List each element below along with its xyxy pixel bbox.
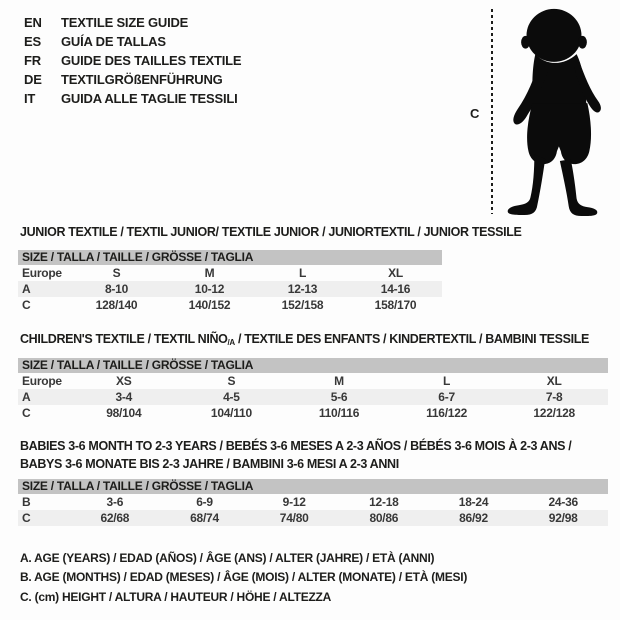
table-cell: S [112, 266, 121, 280]
table-cell: 6-9 [196, 495, 213, 509]
babies-title-line1: BABIES 3-6 MONTH TO 2-3 YEARS / BEBÉS 3-6 MESES A 2-3 AÑOS / BÉBÉS 3-6 MOIS À 2-3 ANS / [20, 439, 572, 453]
toddler-silhouette-icon [497, 5, 610, 217]
size-header-bar: SIZE / TALLA / TAILLE / GRÖSSE / TAGLIA [18, 479, 608, 494]
table-row [18, 297, 442, 313]
table-cell: 3-4 [115, 390, 133, 404]
language-code: ES [24, 34, 41, 49]
height-marker-label: C [470, 106, 480, 121]
table-cell: XS [116, 374, 132, 388]
table-cell: 80/86 [369, 511, 399, 525]
language-row [24, 51, 241, 70]
babies-title-line2: BABYS 3-6 MONATE BIS 2-3 JAHRE / BAMBINI 3-6 MESI A 2-3 ANNI [20, 457, 399, 471]
table-row [18, 510, 608, 526]
language-label: GUÍA DE TALLAS [61, 34, 166, 49]
table-cell: B [22, 495, 31, 509]
table-cell: 86/92 [459, 511, 488, 525]
children-title-pre: CHILDREN'S TEXTILE / TEXTIL NIÑO [20, 332, 228, 346]
table-row [18, 373, 608, 389]
table-cell: 62/68 [100, 511, 130, 525]
table-cell: 24-36 [548, 495, 578, 509]
size-header-bar: SIZE / TALLA / TAILLE / GRÖSSE / TAGLIA [18, 358, 608, 373]
table-cell: A [22, 282, 31, 296]
table-cell: 12-13 [287, 282, 318, 296]
table-cell: S [227, 374, 236, 388]
table-junior [18, 250, 442, 313]
table-cell: L [298, 266, 307, 280]
children-table-title [20, 330, 589, 352]
language-list [24, 13, 241, 108]
table-cell: 110/116 [318, 406, 360, 420]
height-dotted-line [491, 9, 493, 214]
table-cell: 140/152 [188, 298, 231, 312]
language-row [24, 32, 241, 51]
language-code: EN [24, 15, 42, 30]
table-cell: 98/104 [106, 406, 142, 420]
size-header-bar: SIZE / TALLA / TAILLE / GRÖSSE / TAGLIA [18, 250, 442, 265]
table-row [18, 494, 608, 510]
table-cell: M [334, 374, 344, 388]
table-cell: 18-24 [458, 495, 489, 509]
legend-notes [20, 549, 467, 607]
table-cell: XL [546, 374, 562, 388]
children-title-subscript: /A [227, 338, 235, 347]
language-label: TEXTILGRÖßENFÜHRUNG [61, 72, 223, 87]
language-label: GUIDA ALLE TAGLIE TESSILI [61, 91, 238, 106]
table-row [18, 265, 442, 281]
table-cell: 3-6 [106, 495, 124, 509]
table-babies [18, 479, 608, 526]
table-cell: 5-6 [330, 390, 348, 404]
note-age-years: A. AGE (YEARS) / EDAD (AÑOS) / ÂGE (ANS) / ALTER (JAHRE) / ETÀ (ANNI) [20, 551, 435, 565]
language-code: FR [24, 53, 41, 68]
language-row [24, 89, 241, 108]
table-cell: 9-12 [282, 495, 306, 509]
note-age-months: B. AGE (MONTHS) / EDAD (MESES) / ÂGE (MOIS) / ALTER (MONATE) / ETÀ (MESI) [20, 570, 468, 585]
table-cell: 6-7 [438, 390, 455, 404]
junior-table-title: JUNIOR TEXTILE / TEXTIL JUNIOR/ TEXTILE JUNIOR / JUNIORTEXTIL / JUNIOR TESSILE [20, 225, 522, 239]
language-row [24, 13, 241, 32]
table-cell: M [204, 266, 215, 280]
table-cell: 68/74 [190, 511, 219, 525]
table-row [18, 405, 608, 421]
table-cell: 122/128 [533, 406, 575, 420]
table-row [18, 281, 442, 297]
language-row [24, 70, 241, 89]
table-cell: Europe [22, 374, 62, 388]
table-cell: 104/110 [210, 406, 252, 420]
table-cell: A [22, 390, 31, 404]
table-row [18, 389, 608, 405]
table-cell: 4-5 [223, 390, 240, 404]
language-label: GUIDE DES TAILLES TEXTILE [61, 53, 242, 68]
table-cell: 14-16 [380, 282, 411, 296]
table-cell: 8-10 [104, 282, 129, 296]
table-cell: C [22, 406, 31, 420]
table-cell: 10-12 [194, 282, 225, 296]
table-cell: 158/170 [374, 298, 417, 312]
language-code: DE [24, 72, 42, 87]
language-label: TEXTILE SIZE GUIDE [61, 15, 189, 30]
children-title-post: / TEXTILE DES ENFANTS / KINDERTEXTIL / BAMBINI TESSILE [234, 332, 590, 346]
table-cell: L [443, 374, 451, 388]
table-cell: 128/140 [95, 298, 138, 312]
table-cell: 74/80 [279, 511, 309, 525]
table-children [18, 358, 608, 421]
table-cell: XL [388, 266, 403, 280]
table-cell: 12-18 [369, 495, 399, 509]
language-code: IT [24, 91, 36, 106]
table-cell: Europe [22, 266, 62, 280]
table-cell: 152/158 [281, 298, 324, 312]
table-cell: C [22, 298, 31, 312]
babies-table-title [20, 437, 571, 473]
note-height-cm: C. (cm) HEIGHT / ALTURA / HAUTEUR / HÖHE / ALTEZZA [20, 589, 332, 604]
table-cell: 7-8 [545, 390, 563, 404]
table-cell: 116/122 [426, 406, 468, 420]
table-cell: C [22, 511, 31, 525]
table-cell: 92/98 [548, 511, 578, 525]
